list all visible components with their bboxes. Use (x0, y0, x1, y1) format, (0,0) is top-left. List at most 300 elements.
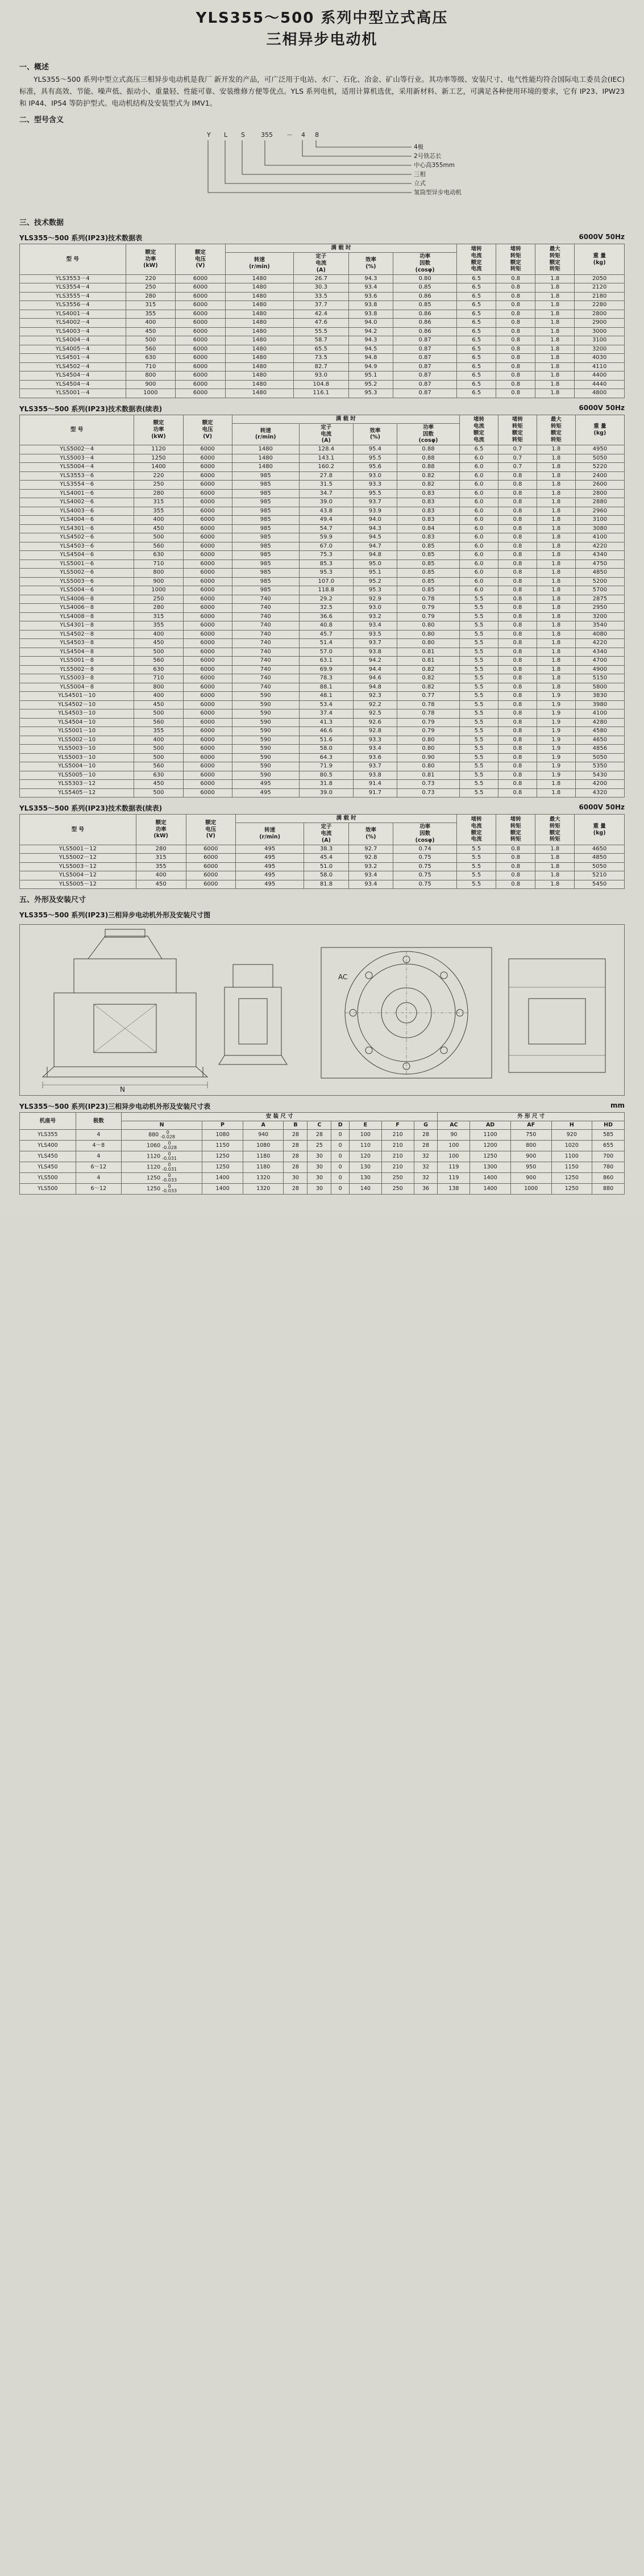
table-row (20, 630, 625, 639)
table-cell: 3200 (575, 345, 625, 354)
table-cell: 1.8 (537, 569, 575, 578)
table-cell: 400 (134, 692, 183, 701)
table-1-caption-right: 6000V 50Hz (579, 233, 625, 241)
th-group-install: 安 装 尺 寸 (121, 1113, 438, 1121)
table-cell: 100 (438, 1141, 470, 1151)
table-cell: 0.8 (496, 880, 535, 889)
table-cell: 6000 (183, 612, 232, 621)
table-cell: 6000 (183, 657, 232, 666)
table-cell: 1000 (510, 1184, 551, 1195)
table-cell: 0.78 (397, 700, 459, 709)
table-cell: 1250 (551, 1184, 592, 1195)
table-cell: 6000 (186, 880, 236, 889)
table-cell: YLS5004－4 (20, 463, 134, 472)
table-cell: 740 (232, 595, 299, 604)
table-row (20, 336, 625, 345)
table-cell: 28 (284, 1151, 308, 1162)
table-cell: 94.2 (353, 657, 397, 666)
table-cell: 500 (134, 533, 183, 542)
table-cell: YLS4003－4 (20, 327, 126, 336)
table-cell: 2120 (575, 283, 625, 293)
table-cell: 2180 (575, 292, 625, 301)
table-cell: 560 (126, 345, 176, 354)
table-cell: 5.5 (460, 692, 498, 701)
table-cell: 0.8 (496, 274, 535, 283)
table-row (20, 1184, 625, 1195)
table-cell: YLS4504－4 (20, 371, 126, 381)
table-row (20, 657, 625, 666)
tech-data-table-3 (19, 814, 625, 889)
table-cell: 2400 (575, 471, 624, 481)
table-cell: 6～12 (76, 1162, 121, 1173)
table-cell: 0.84 (397, 524, 459, 533)
table-cell: 0.8 (496, 292, 535, 301)
table-cell: 1020 (551, 1141, 592, 1151)
table-cell: 6.0 (460, 481, 498, 490)
table-cell: 5.5 (460, 630, 498, 639)
table-cell: YLS4504－4 (20, 380, 126, 389)
th-locked-torque: 堵转 转矩 额定 转矩 (496, 244, 535, 275)
table-cell: 0.8 (498, 569, 537, 578)
table-cell: 1.8 (537, 586, 575, 595)
table-cell: 5210 (575, 871, 625, 880)
table-cell: 900 (510, 1151, 551, 1162)
table-cell: 1480 (225, 292, 293, 301)
table-cell: YLS4501－4 (20, 354, 126, 363)
table-cell: 6.0 (460, 577, 498, 586)
table-cell: 500 (134, 648, 183, 657)
table-cell: YLS5002－4 (20, 445, 134, 454)
table-cell: 130 (349, 1173, 381, 1184)
table-cell: 6000 (176, 362, 226, 371)
table-cell: YLS5004－6 (20, 586, 134, 595)
table-cell: 1480 (225, 336, 293, 345)
table-cell: 6.0 (460, 471, 498, 481)
th-HD: HD (592, 1121, 625, 1130)
table-cell: 1.8 (537, 516, 575, 525)
table-row (20, 604, 625, 613)
table-cell: YLS4004－6 (20, 516, 134, 525)
table-cell: 585 (592, 1130, 625, 1141)
table-cell: 1200 (470, 1141, 511, 1151)
table-cell: 630 (134, 551, 183, 560)
tech-data-table-2 (19, 415, 625, 798)
table-cell-N: 1250 0 -0.033 (121, 1184, 202, 1195)
th-model: 型 号 (20, 244, 126, 275)
table-cell: 2050 (575, 274, 625, 283)
table-cell: 1480 (225, 301, 293, 310)
table-cell: 0.8 (496, 283, 535, 293)
table-cell: 2960 (575, 507, 624, 516)
table-cell: 88.1 (299, 683, 353, 692)
table-row (20, 542, 625, 551)
table-cell: 500 (126, 336, 176, 345)
th-P: P (202, 1121, 243, 1130)
table-cell: YLS4502－8 (20, 630, 134, 639)
table-cell: 6000 (176, 292, 226, 301)
tech-data-table-1 (19, 244, 625, 398)
table-cell: 6.5 (457, 327, 496, 336)
table-cell: 28 (284, 1162, 308, 1173)
table-cell: 1.8 (537, 454, 575, 463)
table-cell: 5.5 (457, 862, 496, 871)
table-cell: 32.5 (299, 604, 353, 613)
table-cell: 93.2 (353, 612, 397, 621)
table-cell: 355 (136, 862, 186, 871)
table-cell: 6000 (183, 630, 232, 639)
table-cell: 5.5 (460, 639, 498, 648)
table-cell: 6000 (183, 692, 232, 701)
table-cell: 0.8 (496, 380, 535, 389)
table-cell: 2900 (575, 319, 625, 328)
table-row (20, 845, 625, 854)
table-cell: YLS4301－6 (20, 524, 134, 533)
table-cell: YLS5405－12 (20, 788, 134, 798)
document-page (0, 0, 644, 1209)
table-cell: 6000 (183, 604, 232, 613)
table-cell: 985 (232, 516, 299, 525)
table-cell: 985 (232, 481, 299, 490)
th-locked-torque: 堵转 转矩 额定 转矩 (496, 815, 535, 845)
table-cell: 0.86 (393, 310, 457, 319)
table-cell: 5220 (575, 463, 624, 472)
th-AF: AF (510, 1121, 551, 1130)
th-D: D (331, 1121, 350, 1130)
table-cell: 0.8 (498, 507, 537, 516)
table-cell: 1150 (202, 1141, 243, 1151)
table-cell: 6000 (183, 445, 232, 454)
table-cell: YLS5004－12 (20, 871, 136, 880)
table-cell: 5.5 (460, 648, 498, 657)
table-cell: 93.5 (353, 630, 397, 639)
th-H: H (551, 1121, 592, 1130)
table-cell: 0 (331, 1151, 350, 1162)
table-cell: 93.4 (353, 621, 397, 631)
table-cell: 0.8 (496, 327, 535, 336)
table-cell: 67.0 (299, 542, 353, 551)
table-cell: 710 (134, 674, 183, 683)
table-row (20, 380, 625, 389)
table-cell: 400 (134, 736, 183, 745)
table-row (20, 516, 625, 525)
table-cell: 4320 (575, 788, 624, 798)
table-cell: 0.80 (397, 621, 459, 631)
table-cell: 93.3 (353, 481, 397, 490)
table-cell: YLS5004－8 (20, 683, 134, 692)
table-cell: 92.8 (353, 727, 397, 736)
table-cell: 750 (510, 1130, 551, 1141)
table-cell: 95.4 (353, 445, 397, 454)
table-cell: 3980 (575, 700, 624, 709)
table-cell: YLS400 (20, 1141, 76, 1151)
table-cell: 58.0 (304, 871, 348, 880)
table-cell: 93.6 (353, 753, 397, 762)
table-cell: 0.87 (393, 354, 457, 363)
table-cell: 560 (134, 718, 183, 727)
th-power-factor: 功率 因数 (cosφ) (393, 253, 457, 275)
table-cell: 94.6 (353, 674, 397, 683)
table-cell: 5.5 (460, 745, 498, 754)
table-cell: 160.2 (299, 463, 353, 472)
table-cell: YLS5002－6 (20, 569, 134, 578)
table-cell: 6.0 (460, 463, 498, 472)
table-cell: 93.7 (353, 762, 397, 771)
table-cell: 4580 (575, 727, 624, 736)
table-cell: 31.8 (299, 780, 353, 789)
table-2-body (20, 445, 625, 798)
table-cell: 6000 (176, 389, 226, 398)
table-cell: 0.8 (498, 498, 537, 507)
table-cell: 6000 (183, 507, 232, 516)
table-cell: 58.0 (299, 745, 353, 754)
table-cell: 95.3 (299, 569, 353, 578)
table-cell: 1.8 (537, 471, 575, 481)
table-cell: 30 (308, 1151, 331, 1162)
table-cell: 495 (236, 862, 304, 871)
table-cell: YLS4503－8 (20, 639, 134, 648)
svg-text:S: S (241, 131, 245, 139)
table-cell: 91.4 (353, 780, 397, 789)
table-cell: 6000 (176, 354, 226, 363)
table-cell: 93.2 (348, 862, 393, 871)
table-cell: 94.8 (353, 551, 397, 560)
th-rpm: 转速 (r/min) (232, 423, 299, 445)
table-cell: 45.7 (299, 630, 353, 639)
table-cell: YLS4502－6 (20, 533, 134, 542)
table-cell: 1.8 (537, 481, 575, 490)
table-cell: 0.8 (496, 354, 535, 363)
table-cell: 1480 (225, 327, 293, 336)
table-cell: 0.8 (498, 762, 537, 771)
table-row (20, 692, 625, 701)
table-cell: 740 (232, 665, 299, 674)
table-cell: 0.8 (496, 845, 535, 854)
table-cell: 220 (126, 274, 176, 283)
svg-text:L: L (224, 131, 228, 139)
table-cell: 6000 (183, 524, 232, 533)
table-row (20, 736, 625, 745)
table-cell: 30 (284, 1173, 308, 1184)
table-cell: 0.8 (498, 560, 537, 569)
table-cell: 94.3 (348, 274, 393, 283)
th-voltage: 额定 电压 (V) (186, 815, 236, 845)
table-cell: 92.7 (348, 845, 393, 854)
th-efficiency: 效率 (%) (348, 253, 393, 275)
table-cell: 6000 (183, 648, 232, 657)
table-cell: 590 (232, 745, 299, 754)
table-cell: 1.8 (537, 524, 575, 533)
table-cell: 0.85 (397, 577, 459, 586)
table-cell: 0.79 (397, 727, 459, 736)
table-cell: 5.5 (460, 674, 498, 683)
table-1-caption-text: YLS355～500 系列(IP23)技术数据表 (19, 234, 143, 243)
table-cell: 0.82 (397, 481, 459, 490)
table-cell: 5.5 (457, 854, 496, 863)
table-cell: 69.9 (299, 665, 353, 674)
table-cell: 37.4 (299, 709, 353, 719)
table-cell: 740 (232, 657, 299, 666)
table-cell: 81.8 (304, 880, 348, 889)
table-cell: 250 (134, 595, 183, 604)
table-cell: YLS4006－8 (20, 595, 134, 604)
th-weight: 重 量 (kg) (575, 415, 624, 445)
table-cell: 6.5 (457, 389, 496, 398)
table-cell: 0.83 (397, 516, 459, 525)
table-row (20, 533, 625, 542)
table-cell: 4440 (575, 380, 625, 389)
table-cell: 800 (134, 569, 183, 578)
table-cell: 3830 (575, 692, 624, 701)
table-cell: 0.8 (498, 700, 537, 709)
table-cell: 0.8 (498, 542, 537, 551)
table-cell: YLS4502－4 (20, 362, 126, 371)
table-cell: 0 (331, 1173, 350, 1184)
table-cell: 0.78 (397, 595, 459, 604)
table-cell: YLS5003－6 (20, 577, 134, 586)
table-cell: 5350 (575, 762, 624, 771)
page-title-line2: 三相异步电动机 (266, 31, 378, 48)
table-cell: YLS4004－4 (20, 336, 126, 345)
svg-text:4: 4 (301, 131, 305, 139)
table-cell: 0.74 (393, 845, 457, 854)
table-cell: 1.8 (535, 845, 575, 854)
table-cell: 740 (232, 648, 299, 657)
table-cell: 4 (76, 1130, 121, 1141)
table-cell: 280 (134, 489, 183, 498)
table-cell: 6.0 (460, 498, 498, 507)
table-row (20, 871, 625, 880)
table-cell: 6000 (183, 745, 232, 754)
table-cell: 985 (232, 586, 299, 595)
table-cell: 0.80 (397, 639, 459, 648)
table-cell: 450 (134, 639, 183, 648)
table-cell: 0.8 (498, 771, 537, 780)
table-row (20, 577, 625, 586)
table-cell: 655 (592, 1141, 625, 1151)
table-cell: 1400 (202, 1184, 243, 1195)
table-cell: 2875 (575, 595, 624, 604)
table-row (20, 283, 625, 293)
table-cell: 4340 (575, 551, 624, 560)
table-cell: YLS5001－10 (20, 727, 134, 736)
table-row (20, 569, 625, 578)
table-cell: 400 (126, 319, 176, 328)
table-cell: 95.1 (353, 569, 397, 578)
table-cell: 6000 (183, 560, 232, 569)
table-cell: 1.9 (537, 771, 575, 780)
th-efficiency: 效率 (%) (353, 423, 397, 445)
table-row (20, 880, 625, 889)
table-cell: 710 (134, 560, 183, 569)
table-cell: 630 (126, 354, 176, 363)
table-cell: 6.0 (460, 560, 498, 569)
table-cell: 94.5 (353, 533, 397, 542)
table-cell: 28 (284, 1184, 308, 1195)
table-cell: 47.6 (293, 319, 348, 328)
table-cell: 82.7 (293, 362, 348, 371)
table-2-caption-text: YLS355～500 系列(IP23)技术数据表(续表) (19, 404, 163, 413)
table-cell: 5.5 (460, 700, 498, 709)
table-row (20, 854, 625, 863)
table-cell: 6000 (183, 788, 232, 798)
table-cell: 1.8 (537, 445, 575, 454)
table-cell: 1.8 (537, 560, 575, 569)
table-cell: 220 (134, 471, 183, 481)
table-cell: 28 (414, 1141, 438, 1151)
page-title-line1: YLS355～500 系列中型立式高压 (196, 10, 448, 27)
table-cell: 104.8 (293, 380, 348, 389)
table-cell: 5430 (575, 771, 624, 780)
table-row (20, 327, 625, 336)
table-cell: 93.4 (348, 880, 393, 889)
table-cell: 0.8 (496, 854, 535, 863)
table-cell: 0.8 (498, 533, 537, 542)
table-cell: 119 (438, 1173, 470, 1184)
table-cell: 4～8 (76, 1141, 121, 1151)
table-cell: 985 (232, 569, 299, 578)
table-cell: 0.81 (397, 648, 459, 657)
table-cell: 4340 (575, 648, 624, 657)
table-cell: 26.7 (293, 274, 348, 283)
table-cell: YLS4504－8 (20, 648, 134, 657)
table-cell: YLS3554－4 (20, 283, 126, 293)
table-cell: 4400 (575, 371, 625, 381)
table-cell: 0.8 (498, 621, 537, 631)
table-cell: 32 (414, 1173, 438, 1184)
table-cell: 450 (134, 700, 183, 709)
table-cell: 590 (232, 771, 299, 780)
table-cell-N: 1120 0 -0.031 (121, 1151, 202, 1162)
table-cell: 5.5 (460, 788, 498, 798)
table-cell: 800 (134, 683, 183, 692)
table-cell: 985 (232, 489, 299, 498)
table-cell: 985 (232, 524, 299, 533)
table-cell: 130 (349, 1162, 381, 1173)
svg-text:Y: Y (207, 131, 211, 139)
table-cell: 118.8 (299, 586, 353, 595)
table-row (20, 371, 625, 381)
table-cell: 4280 (575, 718, 624, 727)
table-cell: 0.83 (397, 507, 459, 516)
table-cell: 0.8 (498, 471, 537, 481)
table-cell: YLS4002－4 (20, 319, 126, 328)
table-cell: 6000 (186, 871, 236, 880)
table-cell: 55.5 (293, 327, 348, 336)
section-3-heading: 三、技术数据 (19, 219, 64, 228)
table-cell: 1000 (134, 586, 183, 595)
table-cell: 315 (134, 498, 183, 507)
table-cell: 0.81 (397, 771, 459, 780)
table-cell: 1250 (470, 1151, 511, 1162)
table-cell: 355 (134, 507, 183, 516)
table-cell: 0.86 (393, 292, 457, 301)
table-cell: 1.8 (535, 327, 575, 336)
table-cell: 46.6 (299, 727, 353, 736)
table-row (20, 445, 625, 454)
section-1-heading: 一、概述 (19, 63, 49, 72)
table-cell: 0.88 (397, 454, 459, 463)
table-cell: YLS5003－12 (20, 862, 136, 871)
svg-text:立式: 立式 (414, 180, 426, 187)
table-cell: 0.75 (393, 854, 457, 863)
table-cell: 0.83 (397, 498, 459, 507)
table-cell: 1.8 (537, 630, 575, 639)
table-cell: 0.8 (498, 657, 537, 666)
table-cell: 1.9 (537, 692, 575, 701)
table-cell: 740 (232, 683, 299, 692)
table-cell: 1120 (134, 445, 183, 454)
table-cell: 210 (381, 1151, 414, 1162)
